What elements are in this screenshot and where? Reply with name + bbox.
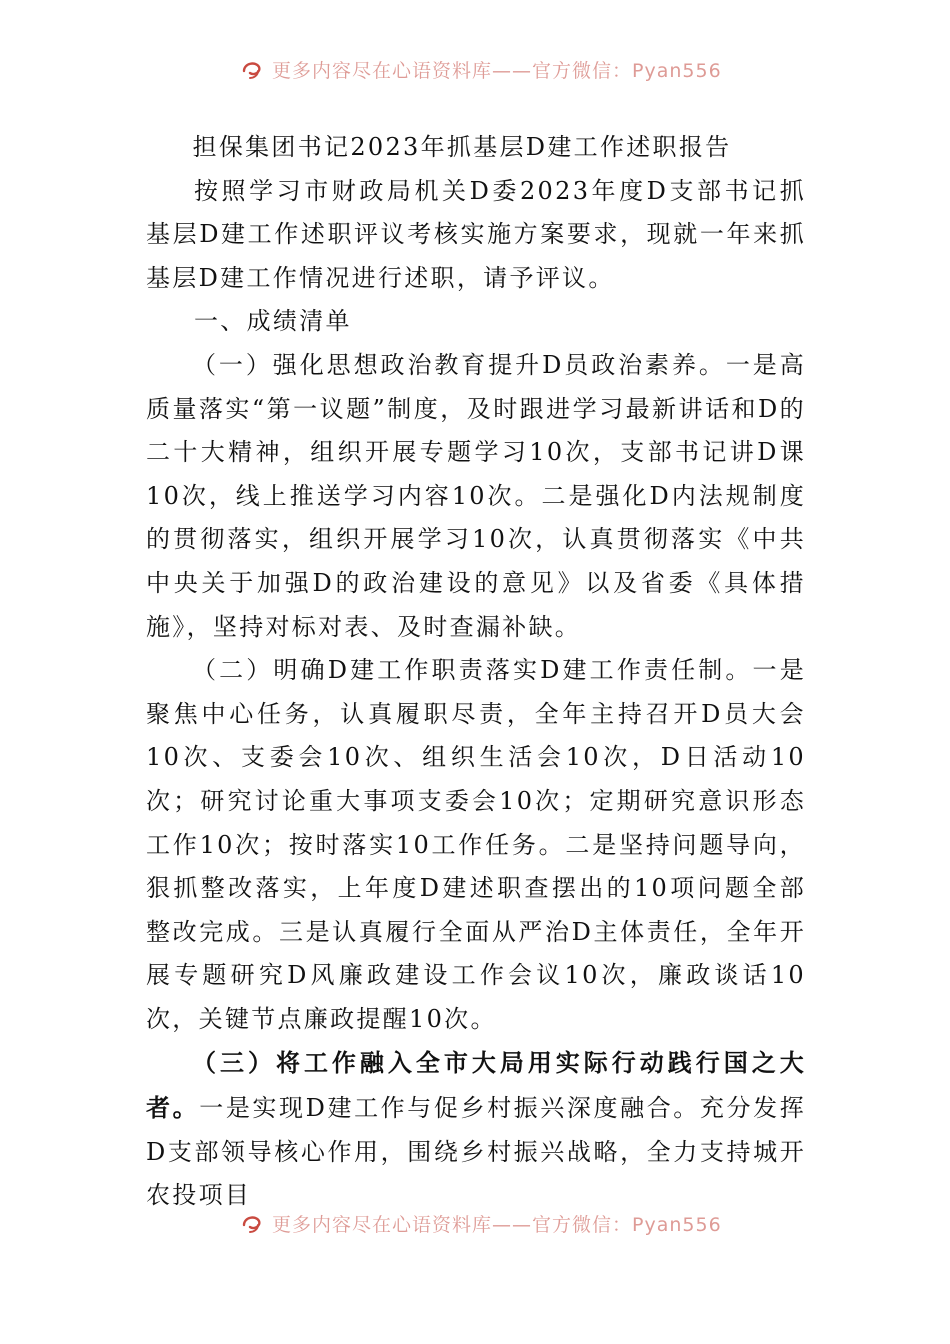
achievement-paragraph-3	[146, 1041, 806, 1217]
achievement-paragraph-2: （二）明确D建工作职责落实D建工作责任制。一是聚焦中心任务，认真履职尽责，全年主持召开D员大会10次、支委会10次、组织生活会10次，D日活动10次；研究讨论重大事项支委会10次；定期研究意识形态工作10次；按时落实10工作任务。二是坚持问题导向，狠抓整改落实，上年度D建述职查摆出的10项问题全部整改完成。三是认真履行全面从严治D主体责任，全年开展专题研究D风廉政建设工作会议10次，廉政谈话10次，关键节点廉政提醒10次。	[146, 656, 806, 1033]
watermark-text: 更多内容尽在心语资料库——官方微信：Pyan556	[272, 59, 722, 82]
swirl-logo-icon	[240, 57, 264, 81]
achievement-body-3: 一是实现D建工作与促乡村振兴深度融合。充分发挥D支部领导核心作用，围绕乡村振兴战略，全力支持城开农投项目	[146, 1094, 807, 1210]
achievement-heading-3: （三）将工作融入全市大局用实际行动践行国之大者。	[146, 1048, 806, 1123]
watermark-header	[240, 54, 760, 84]
intro-paragraph: 按照学习市财政局机关D委2023年度D支部书记抓基层D建工作述职评议考核实施方案要求，现就一年来抓基层D建工作情况进行述职，请予评议。	[146, 176, 806, 292]
swirl-logo-icon	[240, 1211, 264, 1235]
document-body	[146, 126, 806, 1218]
watermark-footer	[240, 1208, 760, 1238]
watermark-text: 更多内容尽在心语资料库——官方微信：Pyan556	[272, 1213, 722, 1236]
document-title: 担保集团书记2023年抓基层D建工作述职报告	[192, 133, 732, 161]
achievement-paragraph-1: （一）强化思想政治教育提升D员政治素养。一是高质量落实“第一议题”制度，及时跟进学习最新讲话和D的二十大精神，组织开展专题学习10次，支部书记讲D课10次，线上推送学习内容10次。二是强化D内法规制度的贯彻落实，组织开展学习10次，认真贯彻落实《中共中央关于加强D的政治建设的意见》以及省委《具体措施》，坚持对标对表、及时查漏补缺。	[146, 350, 806, 641]
section-heading: 一、成绩清单	[194, 307, 352, 336]
